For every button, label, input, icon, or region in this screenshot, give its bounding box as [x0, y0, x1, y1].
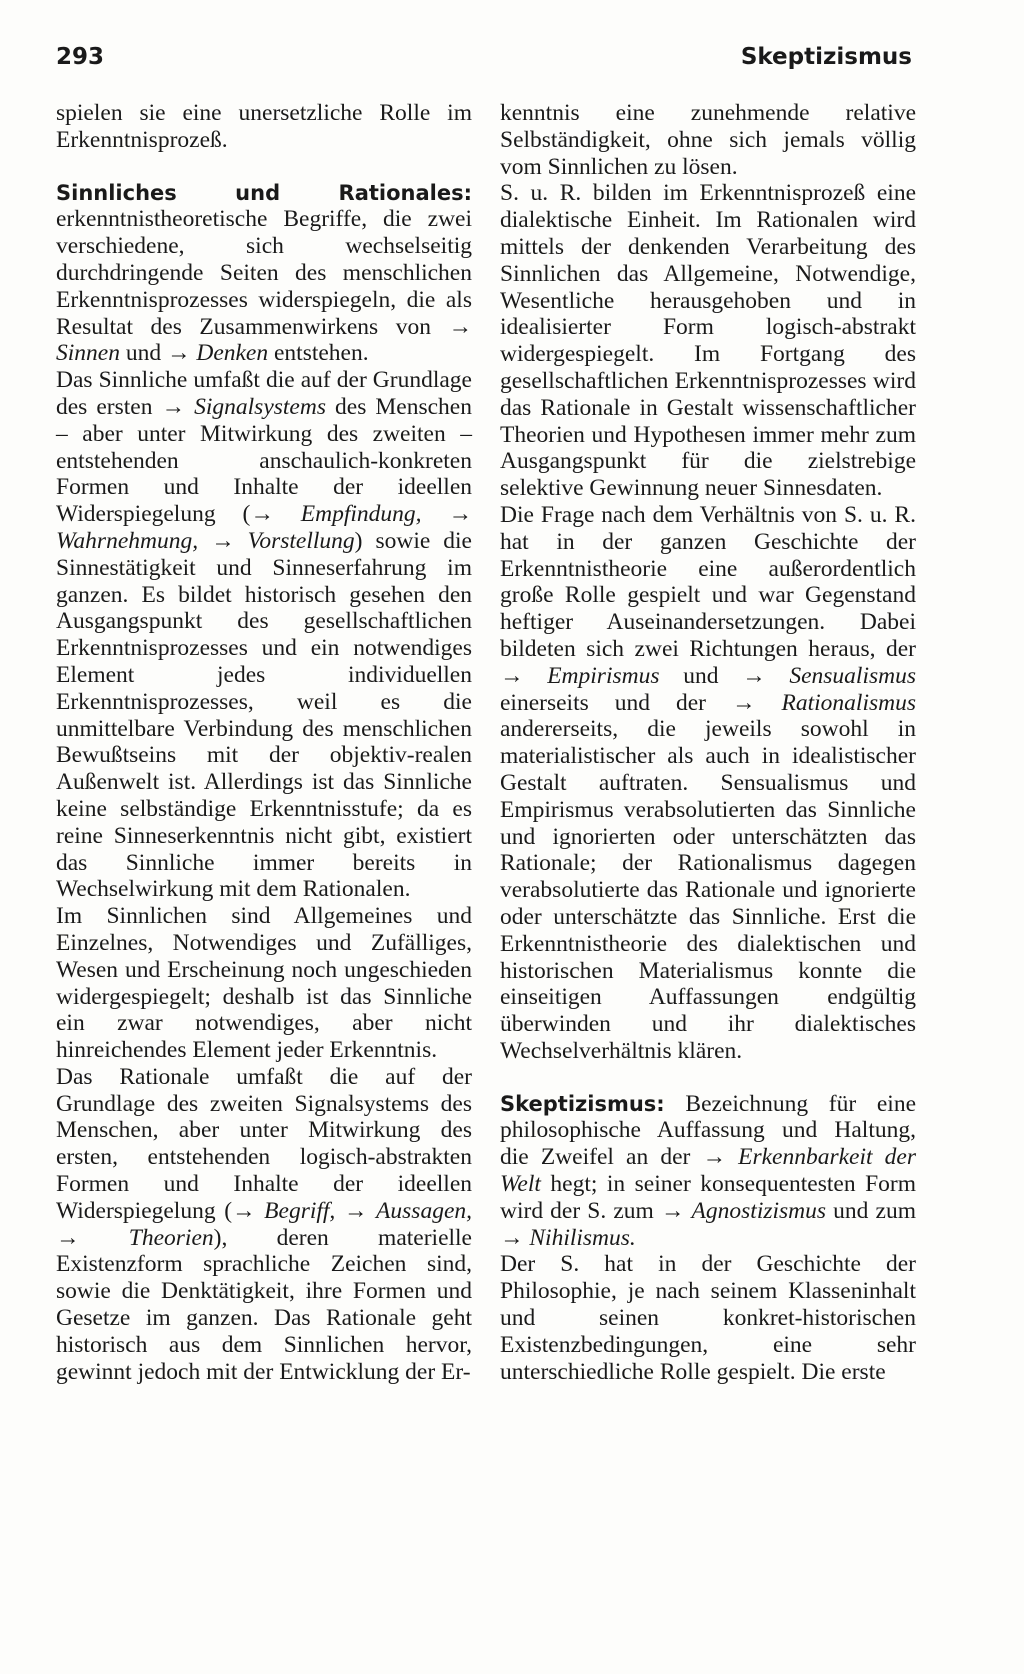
- cross-reference[interactable]: Denken: [196, 340, 269, 367]
- cross-reference[interactable]: Aussagen,: [376, 1197, 472, 1224]
- paragraph: Das Rationale umfaßt die auf der Grundlage des zweiten Signalsystems des Menschen, aber unter Mitwirkung des ersten, entstehenden logisch-abstrakten Formen und Inhalte der ideellen Widerspiegelung (→ Begriff, → Aussagen, → Theorien), deren materielle Existenzform sprachliche Zeichen sind, sowie die Denktätigkeit, ihre Formen und Gesetze im ganzen. Das Rationale geht historisch aus dem Sinnlichen hervor, gewinnt jedoch mit der Entwicklung der Er-: [56, 1063, 472, 1385]
- cross-reference[interactable]: Nihilismus.: [529, 1224, 636, 1251]
- cross-reference[interactable]: Theorien: [128, 1224, 214, 1251]
- cross-reference[interactable]: Sinnen: [56, 340, 120, 367]
- paragraph: Das Sinnliche umfaßt die auf der Grundlage des ersten → Signalsystems des Menschen – aber unter Mitwirkung des zweiten – entstehenden anschaulich-konkreten Formen und Inhalte der ideellen Widerspiegelung (→ Empfindung, → Wahrnehmung, → Vorstellung) sowie die Sinnestätigkeit und Sinneserfahrung im ganzen. Es bildet historisch gesehen den Ausgangspunkt des gesellschaftlichen Erkenntnisprozesses und ein notwendiges Element jedes individuellen Erkenntnisprozesses, weil es die unmittelbare Verbindung des menschlichen Bewußtseins mit der objektiv-realen Außenwelt ist. Allerdings ist das Sinnliche keine selbständige Erkenntnisstufe; da es reine Sinneserkenntnis nicht gibt, existiert das Sinnliche immer bereits in Wechselwirkung mit dem Rationalen.: [56, 367, 472, 903]
- paragraph: Die Frage nach dem Verhältnis von S. u. R. hat in der ganzen Geschichte der Erkenntnistheorie eine außerordentlich große Rolle gespielt und war Gegenstand heftiger Auseinandersetzungen. Dabei bildeten sich zwei Richtungen heraus, der → Empirismus und → Sensualismus einerseits und der → Rationalismus andererseits, die jeweils sowohl in materialistischer als auch in idealistischer Gestalt auftraten. Sensualismus und Empirismus verabsolutierten das Sinnliche und ignorierten oder unterschätzten das Rationale; der Rationalismus dagegen verabsolutierte das Rationale und ignorierte oder unterschätzte das Sinnliche. Erst die Erkenntnistheorie des dialektischen und historischen Materialismus konnte die einseitigen Auffassungen endgültig überwinden und ihr dialektisches Wechselverhältnis klären.: [500, 501, 917, 1064]
- page-number: 293: [56, 44, 105, 70]
- entry-term: Sinnliches und Rationales:: [56, 180, 472, 205]
- paragraph: S. u. R. bilden im Erkenntnisprozeß eine dialektische Einheit. Im Rationalen wird mittels der denkenden Verarbeitung des Sinnlichen das Allgemeine, Notwendige, Wesentliche herausgehoben und in idealisierter Form logisch-abstrakt widergespiegelt. Im Fortgang des gesellschaftlichen Erkenntnisprozesses wird das Rationale in Gestalt wissenschaftlicher Theorien und Hypothesen immer mehr zum Ausgangspunkt für die zielstrebige selektive Gewinnung neuer Sinnesdaten.: [500, 180, 916, 502]
- paragraph: Der S. hat in der Geschichte der Philosophie, je nach seinem Klasseninhalt und seinen konkret-historischen Existenzbedingungen, eine sehr unterschiedliche Rolle gespielt. Die erste: [500, 1251, 916, 1385]
- cross-reference[interactable]: Vorstellung: [247, 527, 355, 554]
- cross-reference[interactable]: Wahrnehmung,: [56, 527, 199, 554]
- paragraph: kenntnis eine zunehmende relative Selbständigkeit, ohne sich jemals völlig vom Sinnlichen zu lösen.: [500, 100, 916, 180]
- cross-reference[interactable]: Rationalismus: [781, 689, 916, 716]
- right-column: [500, 100, 916, 1385]
- cross-reference[interactable]: Begriff,: [264, 1197, 336, 1224]
- running-head: Skeptizismus: [740, 44, 912, 70]
- entry-term: Skeptizismus:: [500, 1091, 665, 1116]
- entry-sinnliches-und-rationales: Sinnliches und Rationales: erkenntnistheoretische Begriffe, die zwei verschiedene, sich wechselseitig durchdringende Seiten des menschlichen Erkenntnisprozesses widerspiegeln, die als Resultat des Zusammenwirkens von → Sinnen und → Denken entstehen.: [56, 180, 472, 367]
- cross-reference[interactable]: Signalsystems: [194, 393, 326, 420]
- cross-reference[interactable]: Erkennbarkeit der Welt: [500, 1144, 916, 1198]
- entry-skeptizismus: Skeptizismus: Bezeichnung für eine philosophische Auffassung und Haltung, die Zweifel an der → Erkennbarkeit der Welt hegt; in seiner konsequentesten Form wird der S. zum → Agnostizismus und zum → Nihilismus.: [500, 1090, 916, 1251]
- paragraph: Im Sinnlichen sind Allgemeines und Einzelnes, Notwendiges und Zufälliges, Wesen und Erscheinung noch ungeschieden widergespiegelt; deshalb ist das Sinnliche ein zwar notwendiges, aber nicht hinreichendes Element jeder Erkenntnis.: [56, 903, 472, 1064]
- left-column: [56, 100, 472, 1385]
- cross-reference[interactable]: Empirismus: [547, 662, 660, 689]
- cross-reference[interactable]: Agnostizismus: [691, 1197, 827, 1224]
- cross-reference[interactable]: Sensualismus: [789, 662, 917, 689]
- cross-reference[interactable]: Empfindung,: [300, 501, 422, 528]
- paragraph: spielen sie eine unersetzliche Rolle im Erkenntnisprozeß.: [56, 100, 472, 153]
